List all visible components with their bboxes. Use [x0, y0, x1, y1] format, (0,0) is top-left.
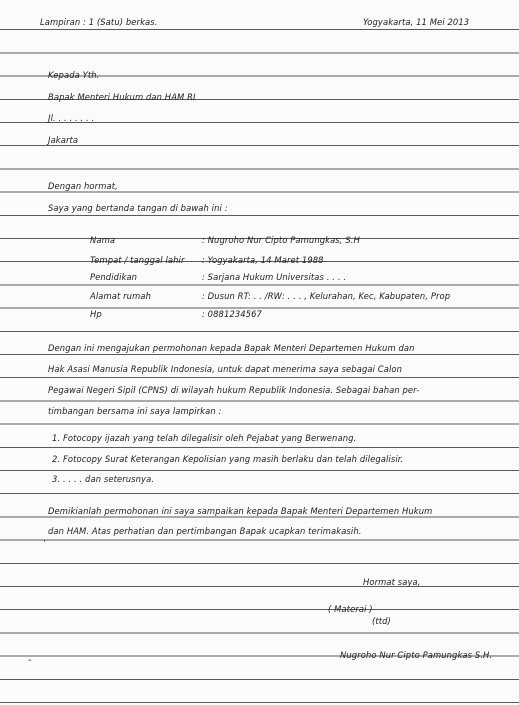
attachment-item: 3. . . . . dan seterusnya. [52, 474, 155, 484]
recipient-name: Bapak Menteri Hukum dan HAM RI [48, 92, 196, 102]
identity-value: : Yogyakarta, 14 Maret 1988 [202, 255, 324, 265]
identity-label: Hp [90, 309, 102, 319]
identity-label: Tempat / tanggal lahir [90, 255, 185, 265]
attachment-item: 1. Fotocopy ijazah yang telah dilegalisir oleh Pejabat yang Berwenang. [52, 433, 357, 443]
attachment-item: 2. Fotocopy Surat Keterangan Kepolisian yang masih berlaku dan telah dilegalisir. [52, 454, 404, 464]
identity-label: Alamat rumah [90, 291, 151, 301]
stamp-placeholder: ( Materai ) [328, 604, 373, 614]
identity-label: Nama [90, 235, 116, 245]
identity-label: Pendidikan [90, 272, 138, 282]
recipient-salutation: Kepada Yth. [48, 70, 100, 80]
closing-salutation: Hormat saya, [363, 577, 421, 587]
stray-mark: - [28, 655, 32, 666]
identity-value: : Sarjana Hukum Universitas . . . . [202, 272, 347, 282]
signature-placeholder: (ttd) [372, 616, 391, 626]
identity-value: : Nugroho Nur Cipto Pamungkas, S.H [202, 235, 360, 245]
recipient-city: Jakarta [48, 135, 79, 145]
identity-value: : Dusun RT: . . /RW: . . . , Kelurahan, Kec, Kabupaten, Prop [202, 291, 451, 301]
closing-line: dan HAM. Atas perhatian dan pertimbangan Bapak ucapkan terimakasih. [48, 526, 362, 536]
closing-line: Demikianlah permohonan ini saya sampaikan kepada Bapak Menteri Departemen Hukum [48, 506, 433, 516]
attachment-count: Lampiran : 1 (Satu) berkas. [40, 17, 158, 27]
body-line: Hak Asasi Manusia Republik Indonesia, untuk dapat menerima saya sebagai Calon [48, 364, 403, 374]
body-line: Pegawai Negeri Sipil (CPNS) di wilayah hukum Republik Indonesia. Sebagai bahan per- [48, 385, 420, 395]
greeting: Dengan hormat, [48, 181, 118, 191]
identity-value: : 0881234567 [202, 309, 262, 319]
stray-mark: ˙ [42, 540, 47, 551]
signatory-name: Nugroho Nur Cipto Pamungkas S.H. [340, 650, 493, 660]
body-line: Dengan ini mengajukan permohonan kepada Bapak Menteri Departemen Hukum dan [48, 343, 415, 353]
place-date: Yogyakarta, 11 Mei 2013 [363, 17, 470, 27]
body-line: timbangan bersama ini saya lampirkan : [48, 406, 222, 416]
recipient-street: Jl. . . . . . . . [48, 113, 95, 123]
intro-sentence: Saya yang bertanda tangan di bawah ini : [48, 203, 228, 213]
